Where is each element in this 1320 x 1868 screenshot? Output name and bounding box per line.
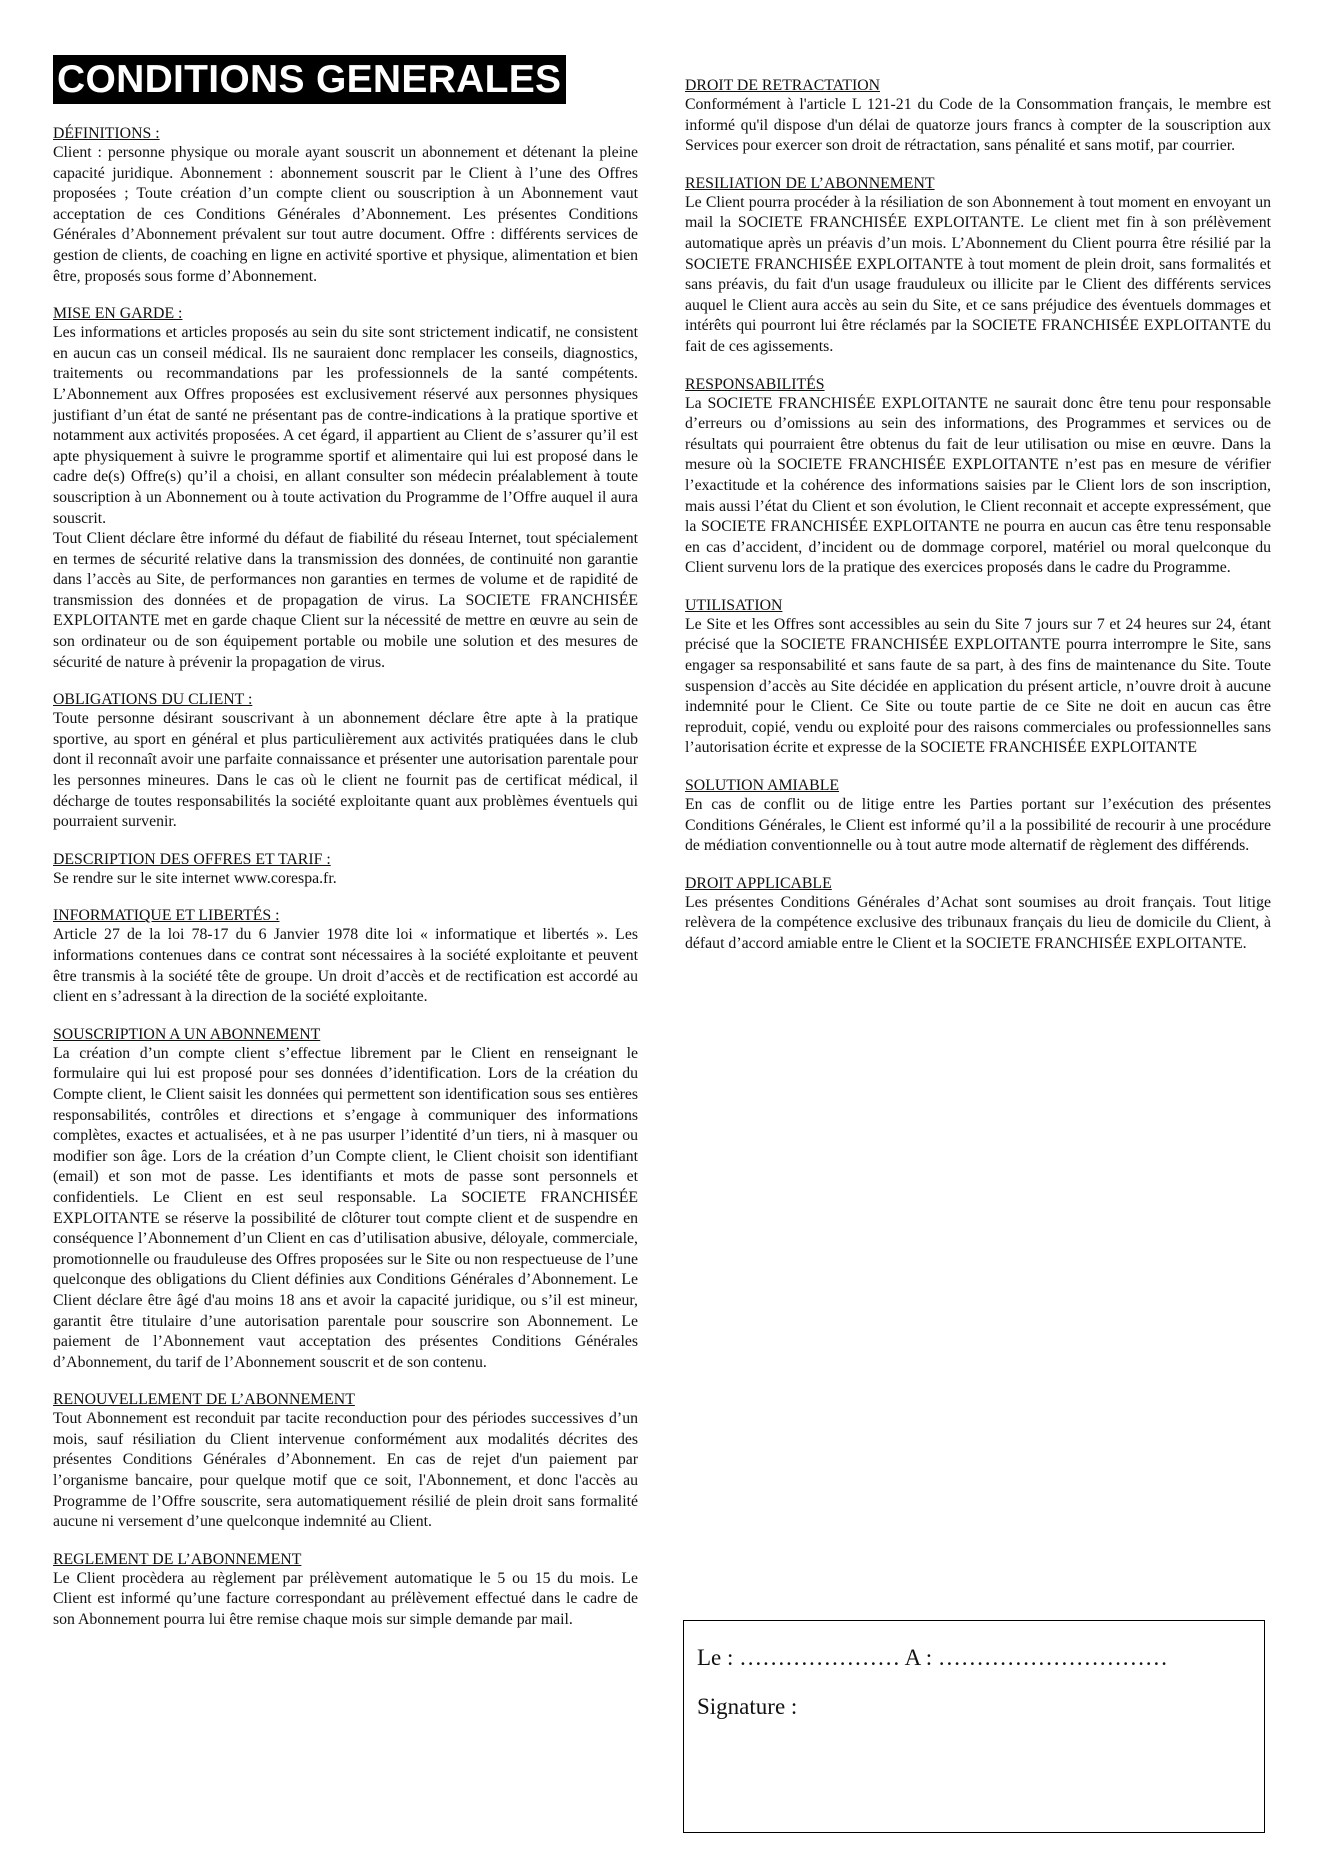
section <box>53 1550 638 1631</box>
left-sections <box>53 124 638 1631</box>
section <box>685 596 1271 759</box>
section-heading: REGLEMENT DE L’ABONNEMENT <box>53 1550 302 1568</box>
section <box>53 690 638 833</box>
paragraph: Le Site et les Offres sont accessibles au sein du Site 7 jours sur 7 et 24 heures sur 24, étant précisé que la SOCIETE FRANCHISÉE EXPLOITANTE pourra interrompre le Site, sans engager sa responsabilité et sans faute de sa part, à des fins de maintenance du Site. Toute suspension d’accès au Site décidée en application du présent article, n’ouvre droit à aucune indemnité pour le Client. Ce Site ou toute partie de ce Site ne doit en aucun cas être reproduit, copié, vendu ou exploité pour des raisons commerciales ou professionnelles sans l’autorisation écrite et expresse de la SOCIETE FRANCHISÉE EXPLOITANTE <box>685 615 1271 757</box>
section-heading: DROIT DE RETRACTATION <box>685 77 881 94</box>
section <box>685 375 1271 579</box>
section-body <box>53 323 638 673</box>
signature-box[interactable] <box>683 1620 1265 1833</box>
right-column <box>685 76 1271 972</box>
paragraph: Client : personne physique ou morale ayant souscrit un abonnement et détenant la pleine capacité juridique. Abonnement : abonnement souscrit par le Client à l’une des Offres proposées ; Toute création d’un compte client ou souscription à un Abonnement vaut acceptation de ces Conditions Générales d’Abonnement. Les présentes Conditions Générales d’Abonnement prévalent sur tout autre document. Offre : différents services de gestion de clients, de coaching en ligne en activité sportive et physique, alimentation et bien être, proposés sous forme d’Abonnement. <box>53 144 638 285</box>
section-body <box>685 95 1271 157</box>
section-heading: MISE EN GARDE : <box>53 305 183 323</box>
section <box>685 776 1271 857</box>
section-body <box>685 893 1271 955</box>
section-heading: RESILIATION DE L’ABONNEMENT <box>685 174 935 192</box>
section <box>685 174 1271 358</box>
right-sections <box>685 76 1271 955</box>
paragraph: Le Client procèdera au règlement par prélèvement automatique le 5 ou 15 du mois. Le Client est informé qu’une facture correspondant au prélèvement effectué dans le cadre de son Abonnement pourra lui être remise chaque mois sur simple demande par mail. <box>53 1569 638 1629</box>
place-date-line[interactable]: Le : ………………… A : ………………………… <box>697 1645 1168 1670</box>
section-heading: INFORMATIQUE ET LIBERTÉS : <box>53 907 280 925</box>
section-heading: SOLUTION AMIABLE <box>685 777 840 795</box>
section-heading: DESCRIPTION DES OFFRES ET TARIF : <box>53 850 331 868</box>
section-body <box>53 1569 638 1631</box>
paragraph: La création d’un compte client s’effectue librement par le Client en renseignant le formulaire qui lui est proposé pour ses données d’identification. Lors de la création du Compte client, le Client saisit les données qui permettent son identification sous ses entières responsabilités, contrôles et directions et s’engage à communiquer des informations complètes, exactes et actualisées, et à ne pas usurper l’identité d’un tiers, ni à masquer ou modifier son âge. Lors de la création d’un Compte client, le Client choisit son identifiant (email) et son mot de passe. Les identifiants et mots de passe sont personnels et confidentiels. Le Client en est seul responsable. La SOCIETE FRANCHISÉE EXPLOITANTE se réserve la possibilité de clôturer tout compte client et de suspendre en conséquence l’Abonnement d’un Client en cas d’utilisation abusive, déloyale, commerciale, promotionnelle ou frauduleuse des Offres proposées sur le Site ou non respectueuse de l’une quelconque des obligations du Client définies aux Conditions Générales d’Abonnement. Le Client déclare être âgé d'au moins 18 ans et avoir la capacité juridique, ou s’il est mineur, garantit être titulaire d’une autorisation parentale pour souscrire son Abonnement. Le paiement de l’Abonnement vaut acceptation des présentes Conditions Générales d’Abonnement, du tarif de l’Abonnement souscrit et de son contenu. <box>53 1044 638 1371</box>
section-body <box>685 615 1271 759</box>
section <box>685 874 1271 955</box>
section <box>53 1025 638 1374</box>
section-heading: SOUSCRIPTION A UN ABONNEMENT <box>53 1025 321 1043</box>
section <box>685 76 1271 157</box>
section-body <box>685 394 1271 579</box>
section-body <box>53 1044 638 1374</box>
signature-label: Signature : <box>697 1694 798 1719</box>
paragraph: Les présentes Conditions Générales d’Achat sont soumises au droit français. Tout litige relèvera de la compétence exclusive des tribunaux français du lieu de domicile du Client, à défaut d’accord amiable entre le Client et la SOCIETE FRANCHISÉE EXPLOITANTE. <box>685 893 1271 952</box>
section-heading: RESPONSABILITÉS <box>685 375 825 393</box>
section-body <box>53 925 638 1007</box>
section-body <box>53 143 638 287</box>
section-heading: UTILISATION <box>685 596 783 614</box>
paragraph: Tout Client déclare être informé du défaut de fiabilité du réseau Internet, tout spécialement en termes de sécurité relative dans la transmission des données, de continuité non garantie dans l’accès au Site, de performances non garanties en termes de volume et de rapidité de transmission des données et de propagation de virus. La SOCIETE FRANCHISÉE EXPLOITANTE met en garde chaque Client sur la nécessité de mettre en œuvre au sein de son ordinateur ou de son équipement portable ou mobile une solution et des mesures de sécurité de nature à prévenir la propagation de virus. <box>53 530 638 671</box>
paragraph: En cas de conflit ou de litige entre les Parties portant sur l’exécution des présentes Conditions Générales, le Client est informé qu’il a la possibilité de recourir à une procédure de médiation conventionnelle ou à tout autre mode alternatif de règlement des différends. <box>685 796 1271 855</box>
paragraph: Tout Abonnement est reconduit par tacite reconduction pour des périodes successives d’un mois, sauf résiliation du Client intervenue conformément aux modalités décrites des présentes Conditions Générales d’Abonnement. En cas de rejet d'un paiement par l’organisme bancaire, pour quelque motif que ce soit, l'Abonnement, et donc l'accès au Programme de l’Offre souscrite, sera automatiquement résilié de plein droit sans formalité aucune ni versement d’une quelconque indemnité au Client. <box>53 1410 638 1531</box>
section-heading: DROIT APPLICABLE <box>685 874 832 892</box>
paragraph: Les informations et articles proposés au sein du site sont strictement indicatif, ne consistent en aucun cas un conseil médical. Ils ne sauraient donc remplacer les conseils, diagnostics, traitements ou recommandations par les professionnels de la santé compétents. L’Abonnement aux Offres proposées est exclusivement réservé aux personnes physiques justifiant d’un état de santé ne présentant pas de contre-indications à la pratique sportive et notamment aux activités proposées. A cet égard, il appartient au Client de s’assurer qu’il est apte physiquement à suivre le programme sportif et alimentaire qui lui est proposé dans le cadre de(s) Offre(s) qu’il a choisi, en allant consulter son médecin préalablement à toute souscription à un Abonnement ou à toute activation du Programme de l’Offre auquel il aura souscrit. <box>53 324 638 527</box>
section-body <box>53 869 638 890</box>
left-column <box>53 55 638 1648</box>
section <box>53 906 638 1007</box>
paragraph: Se rendre sur le site internet www.corespa.fr. <box>53 869 337 887</box>
section <box>53 1390 638 1533</box>
section <box>53 850 638 890</box>
section-heading: DÉFINITIONS : <box>53 125 160 142</box>
section <box>53 124 638 287</box>
section-heading: RENOUVELLEMENT DE L’ABONNEMENT <box>53 1391 355 1409</box>
paragraph: La SOCIETE FRANCHISÉE EXPLOITANTE ne saurait donc être tenu pour responsable d’erreurs ou d’omissions au sein des informations, des Programmes et services ou de résultats qui pourraient être obtenus du fait de leur utilisation ou mise en œuvre. Dans la mesure où la SOCIETE FRANCHISÉE EXPLOITANTE n’est pas en mesure de vérifier l’exactitude et la cohérence des informations saisies par le Client lors de son inscription, mais aussi l’état du Client et son évolution, le Client reconnait et accepte expressément, que la SOCIETE FRANCHISÉE EXPLOITANTE ne pourra en aucun cas être tenu responsable en cas d’accident, d’incident ou de dommage corporel, matériel ou moral quelconque du Client survenu lors de la pratique des exercices proposés dans le cadre du Programme. <box>685 394 1271 577</box>
paragraph: Le Client pourra procéder à la résiliation de son Abonnement à tout moment en envoyant un mail la SOCIETE FRANCHISÉE EXPLOITANTE. Le client met fin à son prélèvement automatique après un préavis d’un mois. L’Abonnement du Client pourra être résilié par la SOCIETE FRANCHISÉE EXPLOITANTE à tout moment de plein droit, sans formalités et sans préavis, du fait d'un usage frauduleux ou illicite par le Client des différents services auquel le Client aura accès au sein du Site, et ce sans préjudice des éventuels dommages et intérêts qui pourront lui être réclamés par la SOCIETE FRANCHISÉE EXPLOITANTE du fait de ces agissements. <box>685 193 1271 355</box>
paragraph: Conformément à l'article L 121-21 du Code de la Consommation français, le membre est informé qu'il dispose d'un délai de quatorze jours francs à compter de la souscription aux Services pour exercer son droit de rétractation, sans pénalité et sans motif, par courrier. <box>685 96 1271 155</box>
section <box>53 304 638 673</box>
section-body <box>685 795 1271 857</box>
section-body <box>53 1409 638 1533</box>
paragraph: Toute personne désirant souscrivant à un abonnement déclare être apte à la pratique sportive, au sport en général et plus particulièrement aux activités pratiquées dans le club dont il reconnaît avoir une parfaite connaissance et présenter une autorisation parentale pour les personnes mineures. Dans le cas où le client ne fournit pas de certificat médical, il décharge de toutes responsabilités la société exploitante quant aux problèmes éventuels qui pourraient survenir. <box>53 710 638 831</box>
section-body <box>53 709 638 833</box>
section-heading: OBLIGATIONS DU CLIENT : <box>53 691 253 709</box>
document-title: CONDITIONS GENERALES <box>53 55 566 104</box>
section-body <box>685 193 1271 358</box>
paragraph: Article 27 de la loi 78-17 du 6 Janvier 1978 dite loi « informatique et libertés ». Les informations contenues dans ce contrat sont nécessaires à la société exploitante et peuvent être transmis à la société tête de groupe. Un droit d’accès et de rectification est accordé au client en s’adressant à la direction de la société exploitante. <box>53 926 638 1006</box>
